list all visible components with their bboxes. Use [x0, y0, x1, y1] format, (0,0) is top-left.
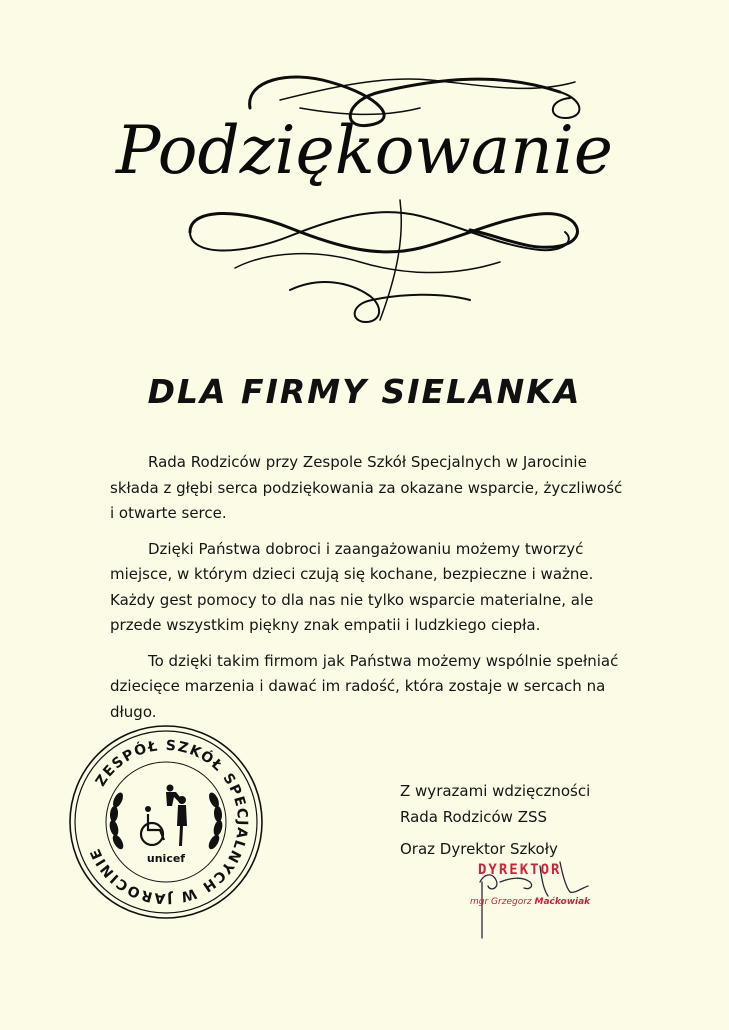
director-name-prefix: mgr Grzegorz — [470, 897, 535, 907]
paragraph-2: Dzięki Państwa dobroci i zaangażowaniu możemy tworzyć miejsce, w którym dzieci czują się kochane, bezpieczne i ważne. Każdy gest pomocy to dla nas nie tylko wsparcie materialne, ale przede wszystkim piękny znak empatii i ludzkiego ciepła. — [110, 539, 594, 634]
document-title: Podziękowanie — [116, 112, 613, 189]
closing-line-1: Z wyrazami wdzięczności — [400, 782, 591, 800]
recipient-heading: DLA FIRMY SIELANKA — [147, 372, 582, 411]
wheelchair-head-icon — [145, 806, 151, 812]
director-stamp-name — [470, 897, 590, 907]
closing-line-2: Rada Rodziców ZSS — [400, 808, 548, 826]
closing-line-3: Oraz Dyrektor Szkoły — [400, 840, 558, 858]
closing-block — [400, 778, 590, 862]
wheelchair-icon — [141, 814, 164, 845]
seal-ring-text: ZESPÓŁ SZKÓŁ SPECJALNYCH W JAROCINIE — [87, 737, 251, 907]
director-stamp: DYREKTOR — [478, 862, 562, 878]
paragraph-3: To dzięki takim firmom jak Państwa możemy wspólnie spełniać dziecięce marzenia i dawać im radość, która zostaje w sercach na długo. — [110, 651, 619, 721]
seal-logo-text: unicef — [146, 852, 186, 865]
letter-body — [110, 450, 630, 735]
adult-child-icon — [166, 785, 187, 847]
director-name-surname: Maćkowiak — [534, 897, 591, 907]
school-seal — [66, 722, 266, 922]
paragraph-1: Rada Rodziców przy Zespole Szkół Specjalnych w Jarocinie składa z głębi serca podziękowania za okazane wsparcie, życzliwość i otwarte serce. — [110, 453, 623, 522]
